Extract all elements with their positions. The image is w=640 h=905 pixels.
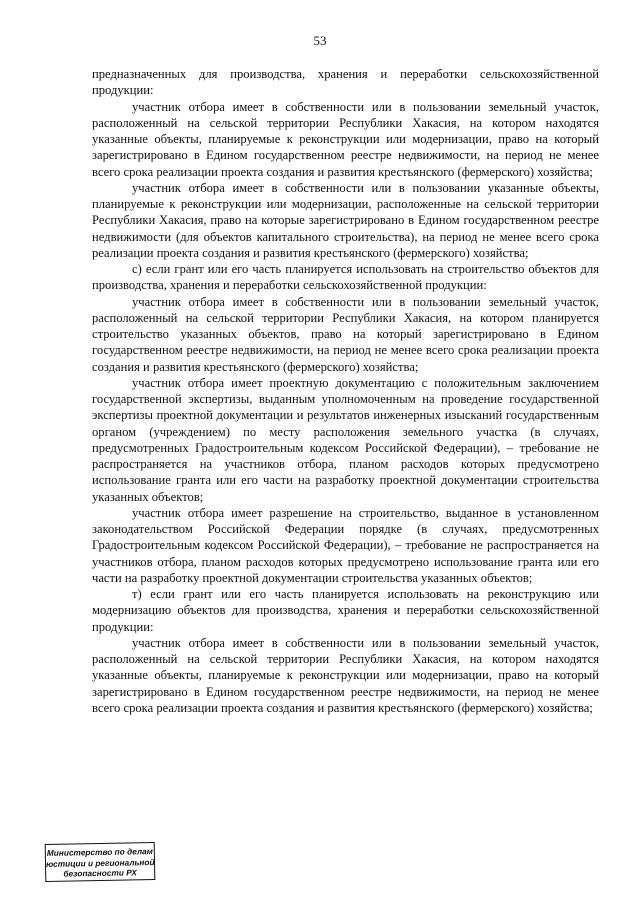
paragraph: участник отбора имеет в собственности или в пользовании указанные объекты, планируемые к реконструкции или модернизации, расположенные на сельской территории Республики Хакасия, право на которые зарегистрировано в Едином государственном реестре недвижимости (для объектов капитального строительства), на период не менее всего срока реализации проекта создания и развития крестьянского (фермерского) хозяйства; — [92, 180, 599, 260]
stamp-line: юстиции и региональной — [45, 856, 155, 869]
stamp-line: Министерство по делам — [46, 846, 153, 858]
paragraph: с) если грант или его часть планируется использовать на строительство объектов для производства, хранения и переработки сельскохозяйственной продукции: — [92, 262, 599, 293]
stamp-line: безопасности РХ — [63, 867, 137, 879]
paragraph: участник отбора имеет разрешение на строительство, выданное в установленном законодательством Российской Федерации порядке (в случаях, предусмотренных Градостроительным кодексом Российской Федерации), – требование не распространяется на участников отбора, планом расходов которых предусмотрено использование гранта или его части на разработку проектной документации строительства указанных объектов; — [92, 505, 599, 585]
paragraph: участник отбора имеет в собственности или в пользовании земельный участок, расположенный на сельской территории Республики Хакасия, на котором находятся указанные объекты, планируемые к реконструкции или модернизации, право на который зарегистрировано в Едином государственном реестре недвижимости, на период не менее всего срока реализации проекта создания и развития крестьянского (фермерского) хозяйства; — [92, 635, 599, 715]
paragraph: предназначенных для производства, хранения и переработки сельскохозяйственной продукции: — [92, 67, 599, 98]
paragraph: участник отбора имеет в собственности или в пользовании земельный участок, расположенный на сельской территории Республики Хакасия, на котором планируется строительство указанных объектов, право на который зарегистрировано в Едином государственном реестре недвижимости, на период не менее всего срока реализации проекта создания и развития крестьянского (фермерского) хозяйства; — [92, 294, 599, 374]
document-body — [92, 66, 599, 716]
ministry-stamp — [45, 842, 156, 882]
paragraph: участник отбора имеет в собственности или в пользовании земельный участок, расположенный на сельской территории Республики Хакасия, на котором находятся указанные объекты, планируемые к реконструкции или модернизации, право на который зарегистрировано в Едином государственном реестре недвижимости, на период не менее всего срока реализации проекта создания и развития крестьянского (фермерского) хозяйства; — [92, 99, 599, 179]
page-number: 53 — [313, 33, 327, 48]
paragraph: т) если грант или его часть планируется использовать на реконструкцию или модернизацию объектов для производства, хранения и переработки сельскохозяйственной продукции: — [92, 587, 599, 634]
paragraph: участник отбора имеет проектную документацию с положительным заключением государственной экспертизы, выданным уполномоченным на проведение государственной экспертизы проектной документации и результатов инженерных изысканий государственным органом (учреждением) по месту расположения земельного участка (в случаях, предусмотренных Градостроительным кодексом Российской Федерации), – требование не распространяется на участников отбора, планом расходов которых предусмотрено использование гранта или его части на разработку проектной документации строительства указанных объектов; — [92, 375, 599, 504]
